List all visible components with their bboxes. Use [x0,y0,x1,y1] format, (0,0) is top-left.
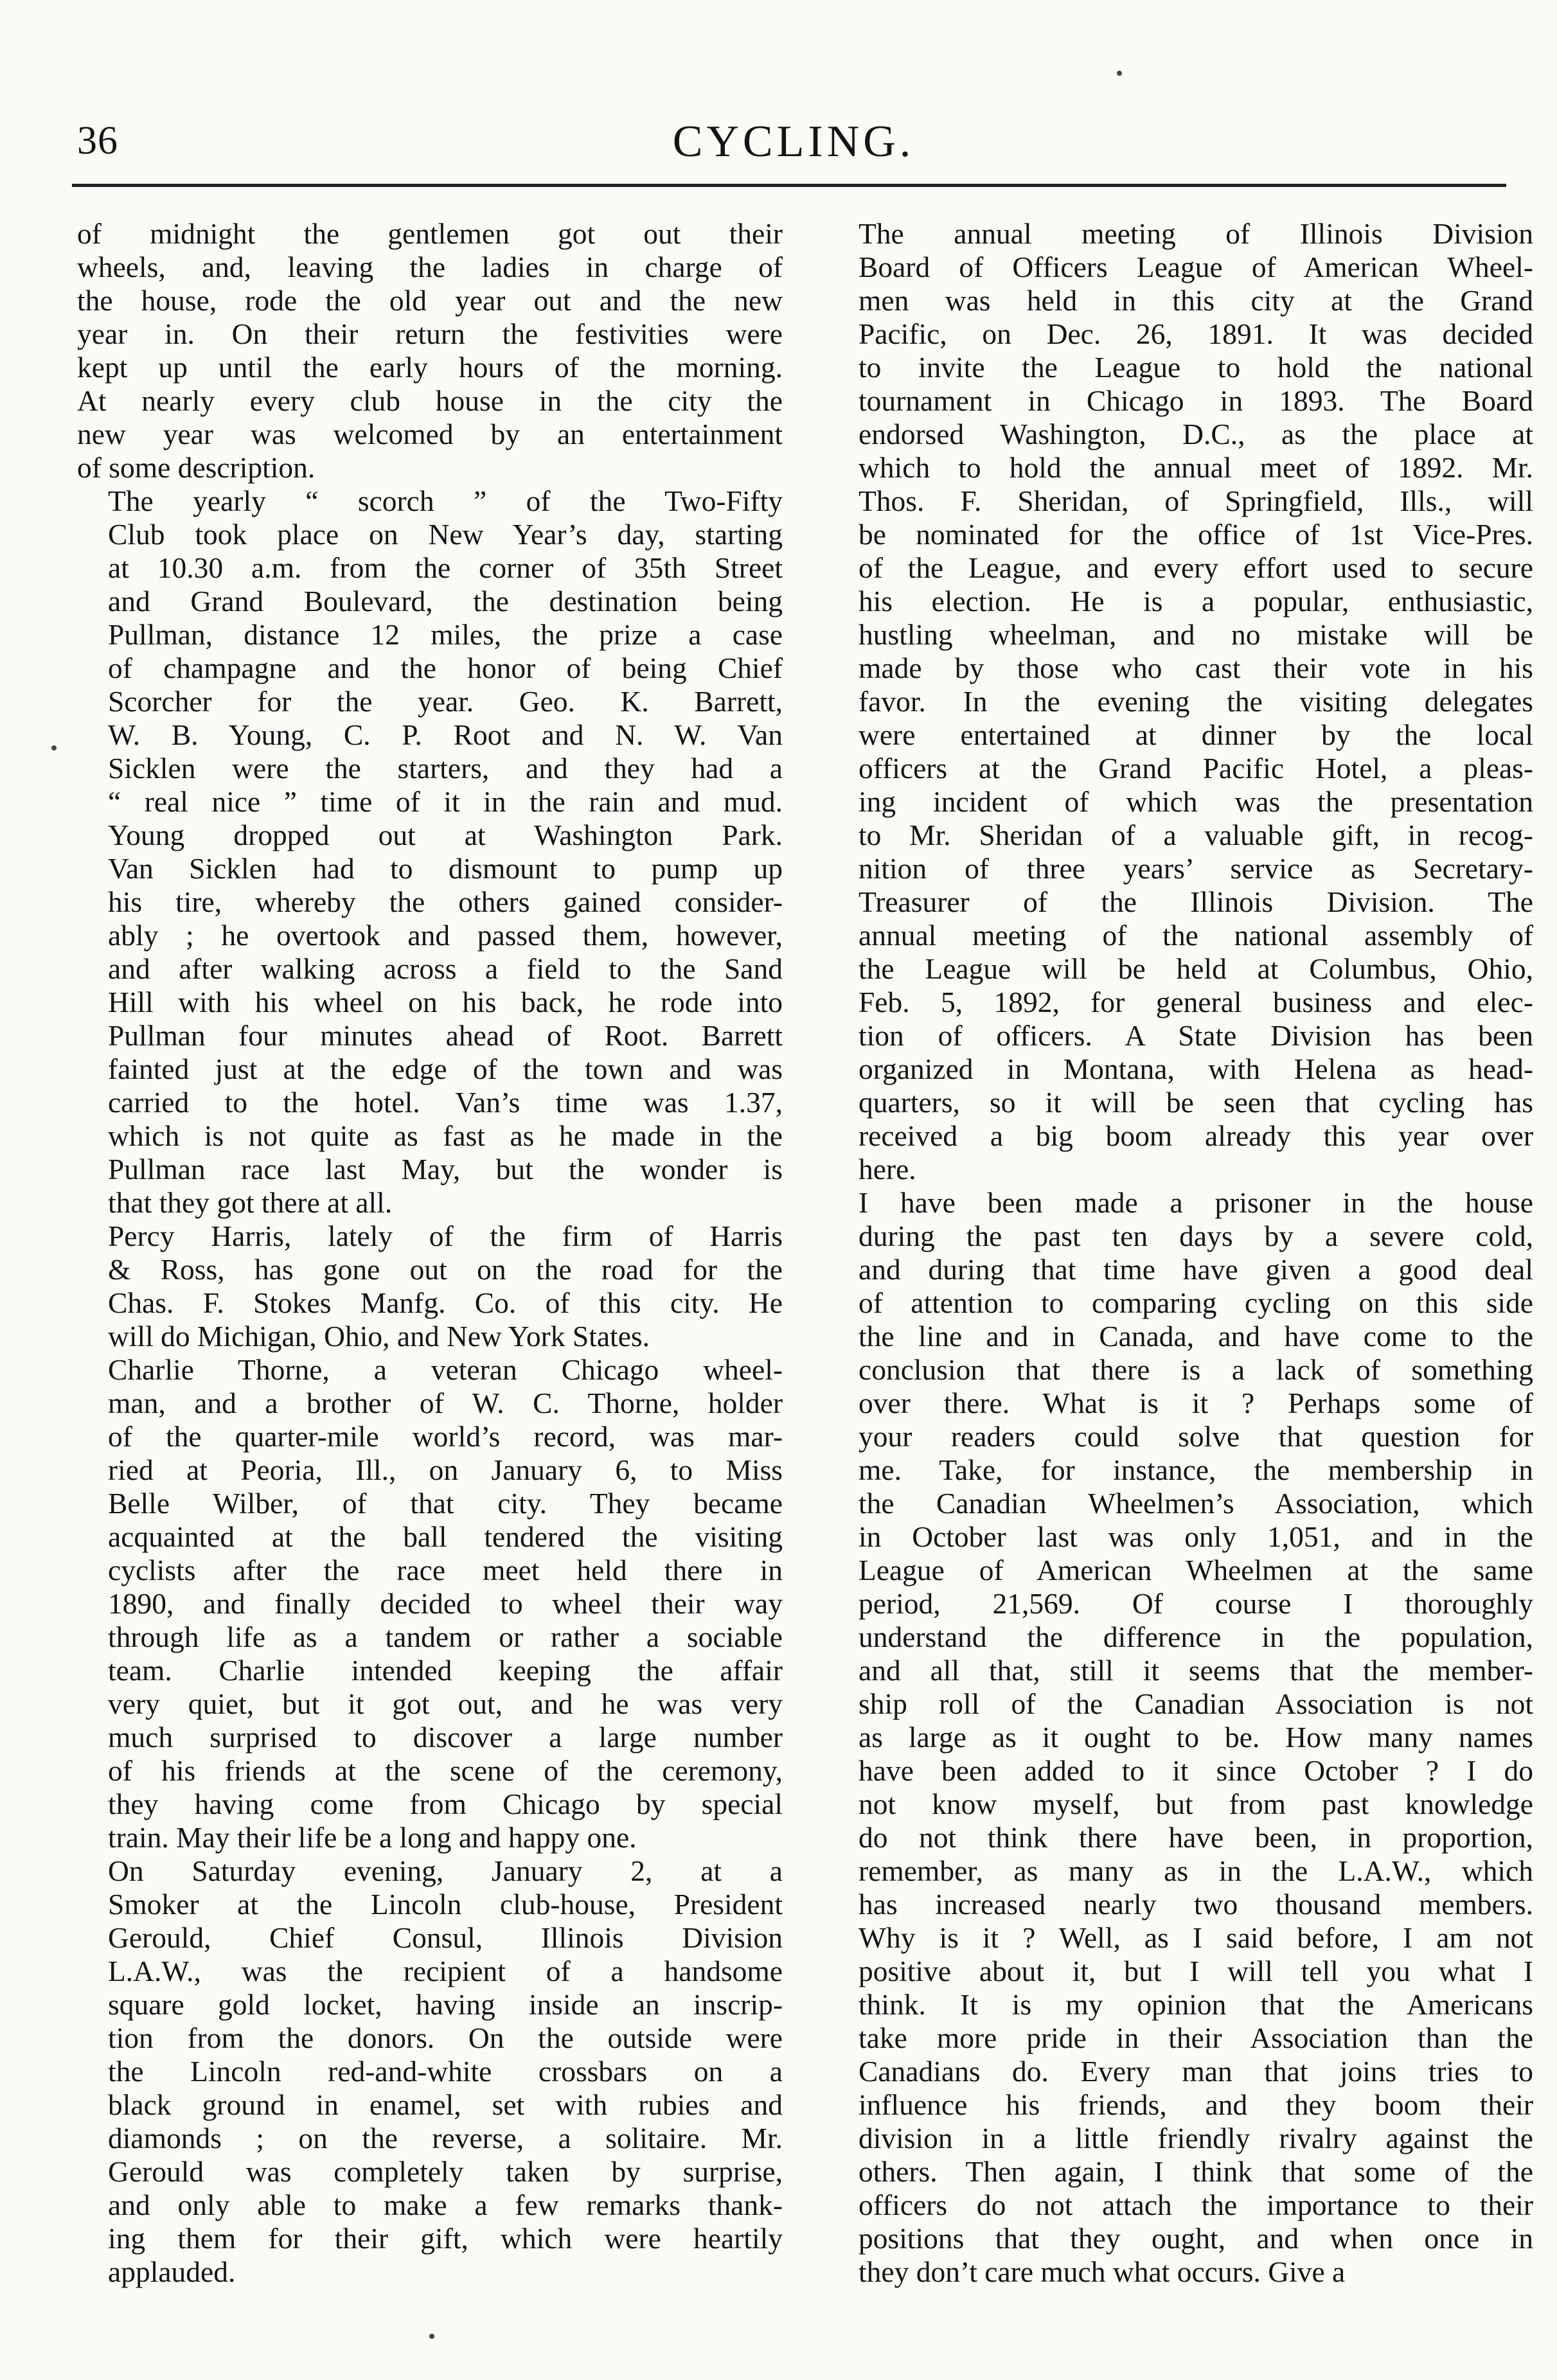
text-line: has increased nearly two thousand members. [859,1888,1533,1921]
text-line: 1890, and finally decided to wheel their way [108,1587,783,1620]
paragraph [828,217,1533,1186]
paragraph [77,484,783,1220]
text-line: endorsed Washington, D.C., as the place at [859,418,1533,450]
text-line: received a big boom already this year over [859,1119,1533,1152]
text-line: made by those who cast their vote in his [859,652,1533,684]
text-line: & Ross, has gone out on the road for the [108,1253,783,1286]
text-line: have been added to it since October ? I do [859,1754,1533,1787]
text-line: ing incident of which was the presentation [859,785,1533,818]
text-line: of some description. [77,451,316,484]
text-line: nition of three years’ service as Secretary- [859,852,1533,885]
text-line: at 10.30 a.m. from the corner of 35th Street [108,551,783,584]
text-line: and after walking across a field to the Sand [108,952,783,985]
text-line: of attention to comparing cycling on this side [859,1286,1533,1319]
text-line: of the quarter-mile world’s record, was mar- [108,1420,783,1453]
text-line: me. Take, for instance, the membership in [859,1453,1533,1486]
text-line: to Mr. Sheridan of a valuable gift, in recog- [859,819,1533,851]
text-line: The annual meeting of Illinois Division [859,217,1533,250]
text-line: think. It is my opinion that the Americans [859,1988,1533,2021]
text-line: of his friends at the scene of the ceremony, [108,1754,783,1787]
text-line: understand the difference in the population, [859,1621,1533,1653]
text-line: and during that time have given a good deal [859,1253,1533,1286]
text-line: the house, rode the old year out and the new [77,284,783,317]
text-line: Board of Officers League of American Wheel- [859,251,1533,283]
text-line: applauded. [108,2255,236,2288]
text-line: organized in Montana, with Helena as head- [859,1052,1533,1085]
text-line: be nominated for the office of 1st Vice-Pres. [859,518,1533,551]
text-line: Treasurer of the Illinois Division. The [859,885,1533,918]
text-line: that they got there at all. [108,1186,393,1219]
text-line: and only able to make a few remarks thank- [108,2189,783,2221]
text-line: positions that they ought, and when once in [859,2222,1533,2255]
left-column [77,217,783,2289]
text-line: tion from the donors. On the outside were [108,2021,783,2054]
text-line: hustling wheelman, and no mistake will be [859,618,1533,651]
text-line: ried at Peoria, Ill., on January 6, to Miss [108,1453,783,1486]
text-line: they don’t care much what occurs. Give a [859,2255,1346,2288]
text-line: I have been made a prisoner in the house [859,1186,1533,1219]
text-line: the Canadian Wheelmen’s Association, which [859,1487,1533,1520]
text-line: square gold locket, having inside an inscrip- [108,1988,783,2021]
text-line: Gerould, Chief Consul, Illinois Division [108,1921,783,1954]
text-line: League of American Wheelmen at the same [859,1554,1533,1586]
text-line: fainted just at the edge of the town and was [108,1052,783,1085]
paragraph [77,1854,783,2289]
text-line: Percy Harris, lately of the firm of Harris [108,1220,783,1252]
text-line: much surprised to discover a large number [108,1721,783,1754]
print-speck [51,745,57,750]
text-line: which to hold the annual meet of 1892. Mr. [859,451,1533,484]
text-line: during the past ten days by a severe cold, [859,1220,1533,1252]
text-line: the League will be held at Columbus, Ohio, [859,952,1533,985]
text-line: take more pride in their Association than the [859,2021,1533,2054]
text-line: Belle Wilber, of that city. They became [108,1487,783,1520]
text-line: will do Michigan, Ohio, and New York States. [108,1320,650,1353]
text-line: wheels, and, leaving the ladies in charge of [77,251,783,283]
text-line: annual meeting of the national assembly of [859,919,1533,952]
text-line: Charlie Thorne, a veteran Chicago wheel- [108,1353,783,1386]
text-line: your readers could solve that question for [859,1420,1533,1453]
paragraph [828,1186,1533,2289]
page-number: 36 [77,119,118,163]
text-line: man, and a brother of W. C. Thorne, holder [108,1387,783,1419]
text-line: diamonds ; on the reverse, a solitaire. Mr. [108,2122,783,2154]
header-rule [72,184,1506,187]
text-line: through life as a tandem or rather a sociable [108,1621,783,1653]
text-line: the line and in Canada, and have come to the [859,1320,1533,1353]
right-column [828,217,1533,2289]
text-line: they having come from Chicago by special [108,1788,783,1820]
text-line: officers at the Grand Pacific Hotel, a pleas- [859,752,1533,785]
text-line: carried to the hotel. Van’s time was 1.37, [108,1086,783,1119]
text-line: Van Sicklen had to dismount to pump up [108,852,783,885]
text-line: Canadians do. Every man that joins tries to [859,2055,1533,2088]
text-line: in October last was only 1,051, and in the [859,1520,1533,1553]
text-line: very quiet, but it got out, and he was very [108,1687,783,1720]
text-line: “ real nice ” time of it in the rain and mud. [108,785,783,818]
text-line: officers do not attach the importance to their [859,2189,1533,2221]
text-line: Club took place on New Year’s day, starting [108,518,783,551]
text-line: train. May their life be a long and happy one. [108,1821,637,1854]
text-line: conclusion that there is a lack of something [859,1353,1533,1386]
text-line: ship roll of the Canadian Association is not [859,1687,1533,1720]
text-line: Thos. F. Sheridan, of Springfield, Ills., will [859,484,1533,517]
text-line: were entertained at dinner by the local [859,718,1533,751]
text-line: remember, as many as in the L.A.W., which [859,1854,1533,1887]
text-line: ing them for their gift, which were heartily [108,2222,783,2255]
text-line: On Saturday evening, January 2, at a [108,1854,783,1887]
text-line: the Lincoln red-and-white crossbars on a [108,2055,783,2088]
text-line: Young dropped out at Washington Park. [108,819,783,851]
text-line: Hill with his wheel on his back, he rode into [108,986,783,1018]
text-line: over there. What is it ? Perhaps some of [859,1387,1533,1419]
text-line: division in a little friendly rivalry against the [859,2122,1533,2154]
text-line: men was held in this city at the Grand [859,284,1533,317]
text-line: Smoker at the Lincoln club-house, President [108,1888,783,1921]
text-line: tournament in Chicago in 1893. The Board [859,384,1533,417]
text-line: black ground in enamel, set with rubies and [108,2088,783,2121]
text-line: to invite the League to hold the national [859,351,1533,384]
text-line: Pacific, on Dec. 26, 1891. It was decided [859,317,1533,350]
text-line: period, 21,569. Of course I thoroughly [859,1587,1533,1620]
page-header [77,96,1510,167]
text-line: not know myself, but from past knowledge [859,1788,1533,1820]
text-line: new year was welcomed by an entertainment [77,418,783,450]
text-line: tion of officers. A State Division has been [859,1019,1533,1052]
text-line: his tire, whereby the others gained consider- [108,885,783,918]
print-speck [429,2334,434,2339]
text-line: Sicklen were the starters, and they had a [108,752,783,785]
text-line: Pullman race last May, but the wonder is [108,1153,783,1186]
text-line: Why is it ? Well, as I said before, I am not [859,1921,1533,1954]
text-line: do not think there have been, in proportion, [859,1821,1533,1854]
text-line: of midnight the gentlemen got out their [77,217,783,250]
text-line: of champagne and the honor of being Chief [108,652,783,684]
text-line: and Grand Boulevard, the destination being [108,585,783,617]
running-title: CYCLING. [672,117,915,166]
text-line: Pullman four minutes ahead of Root. Barrett [108,1019,783,1052]
text-line: year in. On their return the festivities were [77,317,783,350]
text-line: Feb. 5, 1892, for general business and elec- [859,986,1533,1018]
text-line: which is not quite as fast as he made in the [108,1119,783,1152]
text-line: kept up until the early hours of the morning. [77,351,783,384]
text-line: favor. In the evening the visiting delegates [859,685,1533,718]
text-line: his election. He is a popular, enthusiastic, [859,585,1533,617]
text-line: positive about it, but I will tell you what I [859,1955,1533,1987]
text-line: Scorcher for the year. Geo. K. Barrett, [108,685,783,718]
text-line: and all that, still it seems that the member- [859,1654,1533,1687]
text-line: Pullman, distance 12 miles, the prize a case [108,618,783,651]
text-line: L.A.W., was the recipient of a handsome [108,1955,783,1987]
text-line: Chas. F. Stokes Manfg. Co. of this city. He [108,1286,783,1319]
text-line: cyclists after the race meet held there in [108,1554,783,1586]
print-speck [1117,71,1122,76]
text-line: of the League, and every effort used to secure [859,551,1533,584]
text-line: Gerould was completely taken by surprise, [108,2155,783,2188]
text-line: others. Then again, I think that some of the [859,2155,1533,2188]
text-line: acquainted at the ball tendered the visiting [108,1520,783,1553]
paragraph [77,217,783,484]
text-line: quarters, so it will be seen that cycling has [859,1086,1533,1119]
text-line: The yearly “ scorch ” of the Two-Fifty [108,484,783,517]
text-line: as large as it ought to be. How many names [859,1721,1533,1754]
paragraph [77,1220,783,1353]
text-line: ably ; he overtook and passed them, however, [108,919,783,952]
text-line: influence his friends, and they boom their [859,2088,1533,2121]
text-line: team. Charlie intended keeping the affair [108,1654,783,1687]
paragraph [77,1353,783,1854]
text-line: here. [859,1153,916,1186]
text-line: W. B. Young, C. P. Root and N. W. Van [108,718,783,751]
text-line: At nearly every club house in the city the [77,384,783,417]
